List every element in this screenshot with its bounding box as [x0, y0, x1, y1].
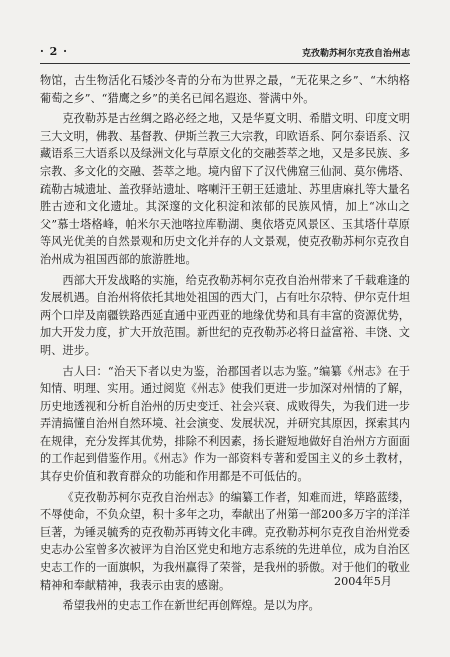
signature-date: 2004年5月: [334, 575, 392, 588]
paragraph: 《克孜勒苏柯尔克孜自治州志》的编纂工作者，知难而进，筚路蓝缕，不辱使命，不负众望，积十多年之功，奉献出了州第一部200多万字的洋洋巨著，为锤灵毓秀的克孜勒苏再铸文化丰碑。克孜勒苏柯尔克孜自治州党委史志办公室曾多次被评为自治区党史和地方志系统的先进单位，成为自治区史志工作的一面旗帜，为我州赢得了荣誉，是我州的骄傲。对于他们的敬业精神和奉献精神，我表示由衷的感谢。: [40, 490, 410, 592]
paragraph: 西部大开发战略的实施，给克孜勒苏柯尔克孜自治州带来了千载难逢的发展机遇。自治州将依托其地处祖国的西大门，占有吐尔尕特、伊尔克什坦两个口岸及南疆铁路西延直通中亚西亚的地缘优势和具有丰富的资源优势，加大开发力度，扩大开放范围。新世纪的克孜勒苏必将日益富裕、丰饶、文明、进步。: [40, 273, 410, 357]
running-title: 克孜勒苏柯尔克孜自治州志: [301, 49, 410, 59]
body-text: [40, 72, 410, 615]
paragraph: 古人曰：“治天下者以史为鉴，治郡国者以志为鉴。”编纂《州志》在于知情、明理、实用。通过阅览《州志》使我们更进一步加深对州情的了解，历史地透视和分析自治州的历史变迁、社会兴衰、成败得失，为我们进一步弄清搞懂自治州自然环境、社会演变、发展状况，并研究其原因，探索其内在规律，充分发挥其优势，排除不利因素，扬长避短地做好自治州方方面面的工作起到借鉴作用。《州志》作为一部资料专著和爱国主义的乡土教材，其存史价值和教育群众的功能和作用都是不可低估的。: [40, 364, 410, 484]
paragraph: 克孜勒苏是古丝绸之路必经之地，又是华夏文明、希腊文明、印度文明三大文明，佛教、基督教、伊斯兰教三大宗教，印欧语系、阿尔泰语系、汉藏语系三大语系以及绿洲文化与草原文化的交融荟萃之地，又是多民族、多宗教、多文化的交融、荟萃之地。境内留下了汉代佛窟三仙洞、莫尔佛塔、疏勒古城遗址、盖孜驿站遗址、喀喇汗王朝王廷遗址、苏里唐麻扎等大量名胜古迹和文化遗址。其深邃的文化积淀和浓郁的民族风情，加上“冰山之父”慕士塔格峰，帕米尔天池喀拉库勒湖、奥依塔克风景区、玉其塔什草原等风光优美的自然景观和历史文化并存的人文景观，使克孜勒苏柯尔克孜自治州成为祖国西部的旅游胜地。: [40, 112, 410, 266]
paragraph: 物馆，古生物活化石矮沙冬青的分布为世界之最，“无花果之乡”、“木纳格葡萄之乡”、“猎鹰之乡”的美名已闻名遐迩、誉满中外。: [40, 74, 410, 105]
page-header: [40, 45, 410, 64]
paragraph: 希望我州的史志工作在新世纪再创辉煌。是以为序。: [62, 599, 320, 613]
page-number: · 2 ·: [40, 45, 68, 58]
